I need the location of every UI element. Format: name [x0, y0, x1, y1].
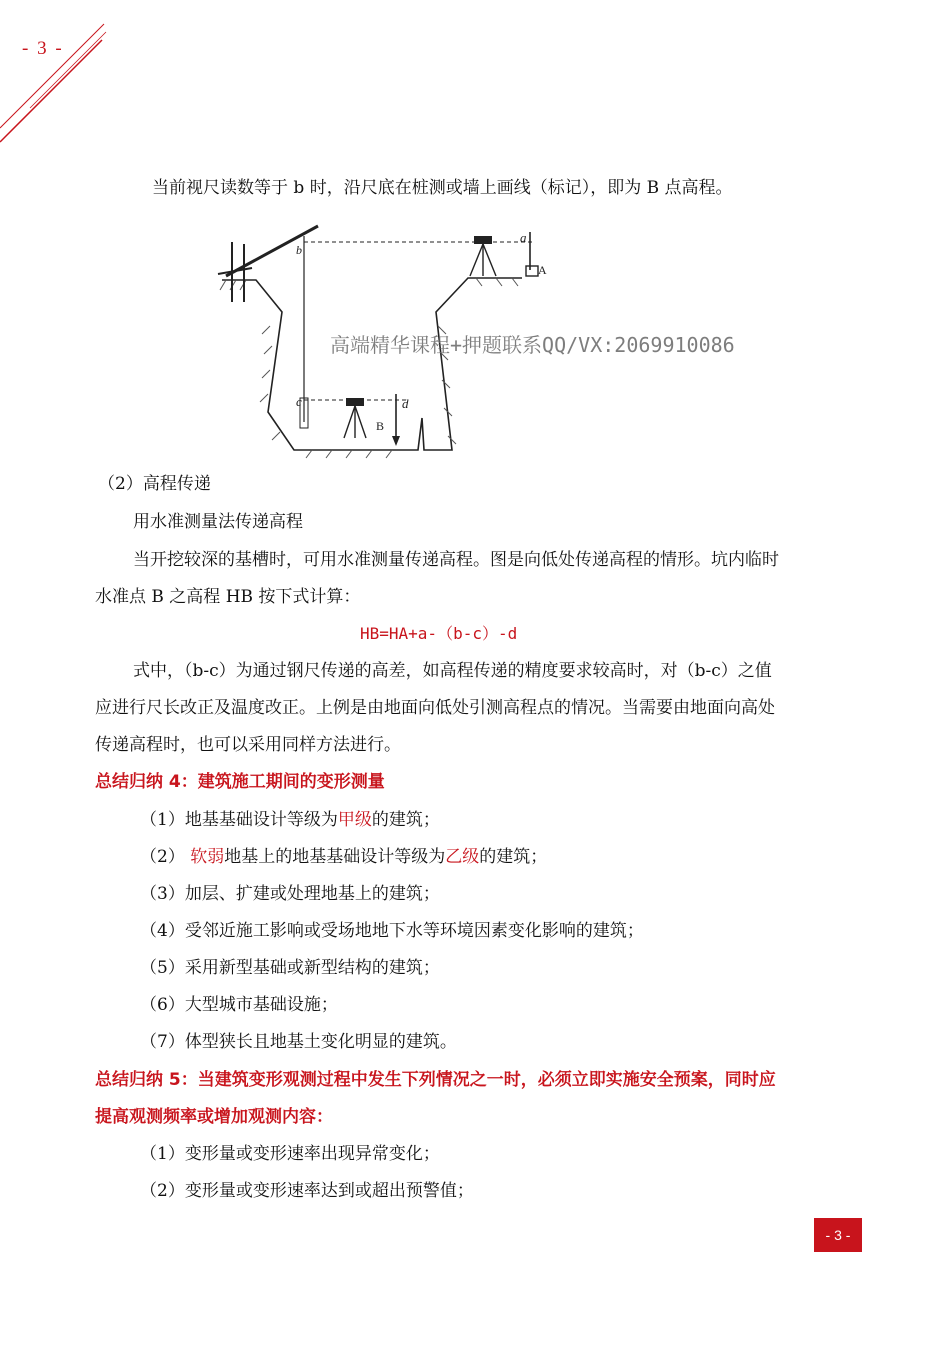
label-a: a [520, 230, 527, 245]
summary4-item2 [140, 845, 547, 869]
summary4-item1 [140, 808, 440, 832]
label-c: c [296, 394, 302, 409]
page-number-bottom: - 3 - [814, 1218, 862, 1252]
para1-line2: 水准点 B 之高程 HB 按下式计算： [95, 587, 361, 607]
watermark-text: 高端精华课程+押题联系QQ/VX:2069910086 [330, 333, 735, 357]
summary4-item3: （3）加层、扩建或处理地基上的建筑； [140, 884, 440, 904]
item2-mid: 地基上的地基基础设计等级为 [224, 847, 446, 867]
label-A: A [538, 263, 547, 277]
formula: HB=HA+a-（b-c）-d [360, 624, 518, 643]
item2-post: 的建筑； [479, 847, 548, 867]
label-b: b [296, 243, 302, 257]
summary4-item5: （5）采用新型基础或新型结构的建筑； [140, 958, 440, 978]
label-B: B [376, 419, 385, 433]
page-number-top: - 3 - [22, 38, 64, 59]
summary5-item2: （2）变形量或变形速率达到或超出预警值； [140, 1181, 474, 1201]
para2-line1: 式中，（b-c）为通过钢尺传递的高差，如高程传递的精度要求较高时，对（b-c）之值 [133, 661, 772, 681]
para1-line1: 当开挖较深的基槽时，可用水准测量传递高程。图是向低处传递高程的情形。坑内临时 [133, 550, 779, 570]
section2-subheading: 用水准测量法传递高程 [133, 512, 303, 532]
para2-line3: 传递高程时，也可以采用同样方法进行。 [95, 735, 401, 755]
para2-line2: 应进行尺长改正及温度改正。上例是由地面向低处引测高程点的情况。当需要由地面向高处 [95, 698, 775, 718]
summary5-item1: （1）变形量或变形速率出现异常变化； [140, 1144, 440, 1164]
leveling-diagram [212, 222, 772, 462]
summary5-title-line1: 总结归纳 5：当建筑变形观测过程中发生下列情况之一时，必须立即实施安全预案，同时应 [95, 1070, 776, 1090]
summary4-item6: （6）大型城市基础设施； [140, 995, 338, 1015]
item1-pre: （1）地基基础设计等级为 [140, 810, 338, 830]
item1-post: 的建筑； [371, 810, 440, 830]
item2-pre: （2） [140, 847, 191, 867]
summary4-item4: （4）受邻近施工影响或受场地地下水等环境因素变化影响的建筑； [140, 921, 644, 941]
label-d: d [402, 396, 409, 411]
item2-highlight2: 乙级 [445, 847, 480, 867]
intro-line: 当前视尺读数等于 b 时，沿尺底在桩测或墙上画线（标记），即为 B 点高程。 [152, 178, 733, 198]
item2-highlight1: 软弱 [190, 847, 225, 867]
section2-heading: （2）高程传递 [98, 474, 211, 494]
corner-decoration [0, 0, 120, 150]
item1-highlight: 甲级 [337, 810, 372, 830]
summary5-title-line2: 提高观测频率或增加观测内容： [95, 1107, 333, 1127]
summary4-title: 总结归纳 4：建筑施工期间的变形测量 [95, 772, 385, 792]
summary4-item7: （7）体型狭长且地基土变化明显的建筑。 [140, 1032, 457, 1052]
